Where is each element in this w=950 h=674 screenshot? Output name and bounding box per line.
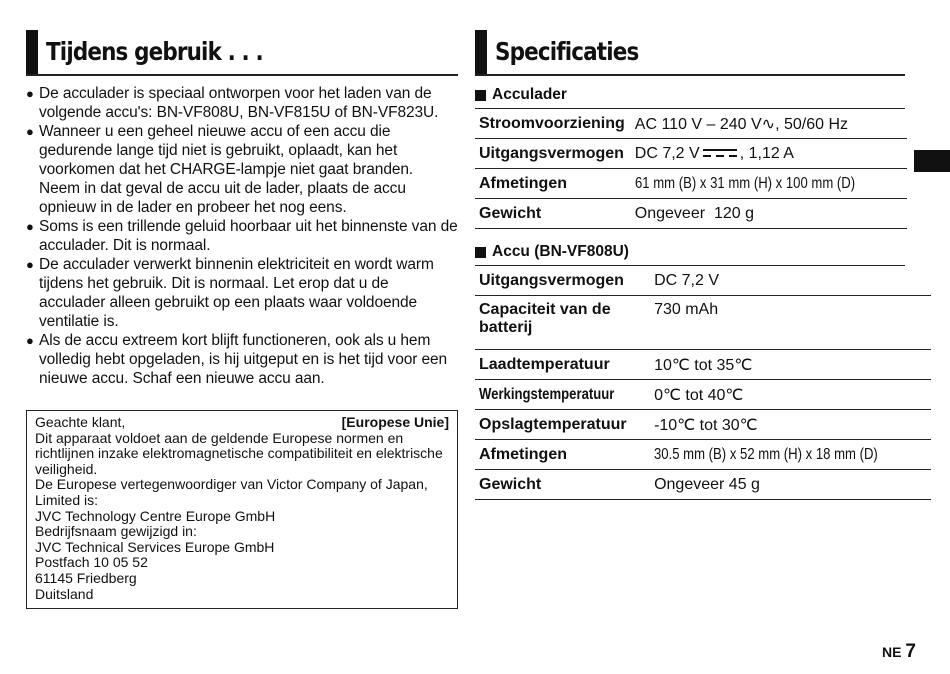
bullet-item: ● Soms is een trillende geluid hoorbaar uit het binnenste van de acculader. Dit is normaal. xyxy=(26,218,458,254)
bullet-dot-icon: ● xyxy=(26,86,34,101)
table-row xyxy=(475,139,907,169)
spec-label: Gewicht xyxy=(475,199,629,229)
section-heading-usage xyxy=(26,30,458,76)
page-number: 7 xyxy=(905,641,916,662)
bullet-item: ● De acculader is speciaal ontworpen voor het laden van de volgende accu's: BN-VF808U, BN-VF815U of BN-VF823U. xyxy=(26,85,439,121)
left-column xyxy=(26,30,458,609)
dc-current-icon xyxy=(702,148,738,158)
bullet-item: ● De acculader verwerkt binnenin elektriciteit en wordt warm tijdens het gebruik. Dit is normaal. Let erop dat u de acculader alleen gebruikt op een plaats waar voldoende ventilatie is. xyxy=(26,256,434,330)
eu-notice-box xyxy=(26,410,458,609)
table-row xyxy=(475,380,931,410)
spec-value: Ongeveer 120 g xyxy=(629,199,907,229)
charger-spec-table xyxy=(475,109,907,229)
spec-label: Gewicht xyxy=(475,470,648,500)
table-row xyxy=(475,109,907,139)
spec-label: Afmetingen xyxy=(475,169,629,199)
heading-bar xyxy=(475,30,487,74)
spec-value: 730 mAh xyxy=(648,296,931,350)
bullet-dot-icon: ● xyxy=(26,124,34,139)
square-bullet-icon xyxy=(475,247,486,258)
table-row xyxy=(475,296,931,350)
spec-value: DC 7,2 V , 1,12 A xyxy=(629,139,907,169)
spec-value: 0℃ tot 40℃ xyxy=(648,380,931,410)
page-footer xyxy=(882,641,916,663)
heading-bar xyxy=(26,30,38,74)
table-row xyxy=(475,266,931,296)
side-tab-marker xyxy=(914,150,950,172)
page-language-code: NE xyxy=(881,644,902,660)
spec-value: AC 110 V – 240 V∿, 50/60 Hz xyxy=(629,109,907,139)
table-row xyxy=(475,169,907,199)
bullet-dot-icon: ● xyxy=(26,333,34,348)
spec-label: Werkingstemperatuur xyxy=(475,380,648,410)
spec-value: -10℃ tot 30℃ xyxy=(648,410,931,440)
eu-line: Postfach 10 05 52 xyxy=(35,554,148,571)
battery-spec-table xyxy=(475,266,931,500)
spec-label: Opslagtemperatuur xyxy=(475,410,648,440)
specs-title: Specificaties xyxy=(495,37,639,66)
eu-line: JVC Technical Services Europe GmbH xyxy=(35,538,275,555)
spec-value: DC 7,2 V xyxy=(648,266,931,296)
table-row xyxy=(475,440,931,470)
eu-line: Bedrijfsnaam gewijzigd in: xyxy=(35,523,197,540)
spec-label: Uitgangsvermogen xyxy=(475,139,629,169)
eu-line: 61145 Friedberg xyxy=(35,569,137,586)
eu-tag: [Europese Unie] xyxy=(341,414,449,430)
bullet-dot-icon: ● xyxy=(26,257,34,272)
right-column xyxy=(475,30,905,500)
spec-value: 30.5 mm (B) x 52 mm (H) x 18 mm (D) xyxy=(648,440,931,470)
square-bullet-icon xyxy=(475,90,486,101)
eu-line: Duitsland xyxy=(35,585,94,602)
spec-label: Laadtemperatuur xyxy=(475,350,648,380)
spec-label: Stroomvoorziening xyxy=(475,109,629,139)
bullet-item: ● Wanneer u een geheel nieuwe accu of een accu die gedurende lange tijd niet is gebruikt, oplaadt, kan het voorkomen dat het CHARGE-lampje niet gaat branden. Neem in dat geval de accu uit de lader, plaats de accu opnieuw in de lader en probeer het nog eens. xyxy=(26,123,414,216)
eu-greeting: Geachte klant, xyxy=(35,414,126,430)
spec-value: Ongeveer 45 g xyxy=(648,470,931,500)
table-row xyxy=(475,199,907,229)
table-row xyxy=(475,410,931,440)
bullet-dot-icon: ● xyxy=(26,219,34,234)
eu-line: De Europese vertegenwoordiger van Victor Company of Japan, Limited is: xyxy=(35,476,428,508)
usage-title: Tijdens gebruik . . . xyxy=(46,37,263,66)
table-row xyxy=(475,350,931,380)
section-heading-specs xyxy=(475,30,905,76)
battery-subheading: Accu (BN-VF808U) xyxy=(475,239,905,266)
bullet-item: ● Als de accu extreem kort blijft functioneren, ook als u hem volledig hebt opgeladen, is hij uitgeput en is het tijd voor een nieuwe accu. Schaf een nieuwe accu aan. xyxy=(26,332,448,387)
charger-subheading: Acculader xyxy=(475,82,905,109)
spec-label: Capaciteit van de batterij xyxy=(475,296,648,350)
eu-notice-header xyxy=(35,415,449,431)
spec-label: Afmetingen xyxy=(475,440,648,470)
eu-line: Dit apparaat voldoet aan de geldende Europese normen en richtlijnen inzake elektromagnetische compatibiliteit en elektrische veiligheid. xyxy=(35,429,443,477)
spec-value: 10℃ tot 35℃ xyxy=(648,350,931,380)
usage-bullet-list xyxy=(26,84,458,388)
eu-line: JVC Technology Centre Europe GmbH xyxy=(35,507,276,524)
table-row xyxy=(475,470,931,500)
spec-label: Uitgangsvermogen xyxy=(475,266,648,296)
spec-value: 61 mm (B) x 31 mm (H) x 100 mm (D) xyxy=(629,169,907,199)
